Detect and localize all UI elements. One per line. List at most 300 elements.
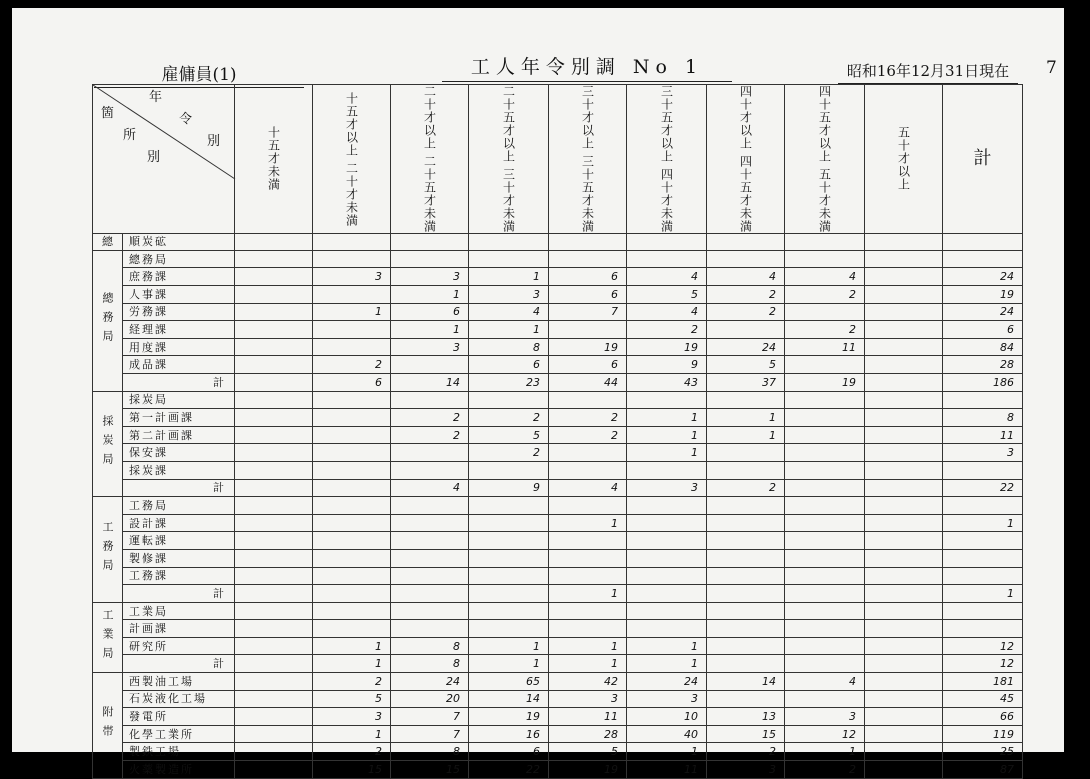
value-cell [235,268,313,286]
value-cell: 19 [785,373,865,391]
value-cell: 7 [549,303,627,321]
value-cell: 3 [391,338,469,356]
table-row [93,268,1023,286]
value-cell: 186 [943,373,1023,391]
value-cell: 43 [627,373,707,391]
value-cell [469,250,549,268]
value-cell: 28 [943,356,1023,374]
table-row [93,602,1023,620]
value-cell: 2 [707,286,785,304]
value-cell: 8 [469,338,549,356]
row-label: 化學工業所 [123,725,235,743]
col-header-2: 二十才以上 二十五才未満 [391,85,469,234]
value-cell [865,690,943,708]
table-row [93,761,1023,779]
value-cell [865,409,943,427]
corner-betsu2: 別 [147,150,161,165]
value-cell [469,620,549,638]
value-cell: 1 [943,514,1023,532]
value-cell [391,532,469,550]
value-cell [865,655,943,673]
value-cell [943,250,1023,268]
category-text: 雇傭員(1) [161,65,237,85]
value-cell [391,497,469,515]
value-cell [313,409,391,427]
value-cell [707,637,785,655]
group-name: 工業局 [101,608,114,666]
value-cell [707,585,785,603]
value-cell: 9 [469,479,549,497]
value-cell [785,497,865,515]
value-cell [235,461,313,479]
row-label: 第二計画課 [123,426,235,444]
value-cell: 1 [469,321,549,339]
table-row [93,373,1023,391]
value-cell: 2 [627,321,707,339]
row-label: 工務課 [123,567,235,585]
row-label: 設計課 [123,514,235,532]
value-cell [235,373,313,391]
value-cell: 11 [943,426,1023,444]
value-cell [391,514,469,532]
value-cell: 2 [785,321,865,339]
value-cell [707,250,785,268]
value-cell [707,321,785,339]
value-cell [313,514,391,532]
row-label: 研究所 [123,637,235,655]
value-cell [235,637,313,655]
table-row [93,409,1023,427]
value-cell [627,391,707,409]
value-cell [313,426,391,444]
col-header-8: 五十才以上 [865,85,943,234]
row-label: 経理課 [123,321,235,339]
value-cell [627,585,707,603]
value-cell: 2 [707,743,785,761]
col-header-9: 計 [943,85,1023,234]
value-cell: 1 [627,426,707,444]
value-cell [865,391,943,409]
value-cell: 1 [627,637,707,655]
value-cell [785,567,865,585]
col-header-3: 二十五才以上 三十才未満 [469,85,549,234]
table-row [93,725,1023,743]
value-cell [943,602,1023,620]
value-cell [785,602,865,620]
value-cell [865,303,943,321]
value-cell: 14 [469,690,549,708]
value-cell [313,585,391,603]
value-cell: 6 [469,356,549,374]
value-cell: 66 [943,708,1023,726]
value-cell: 2 [391,409,469,427]
value-cell [865,567,943,585]
value-cell [785,356,865,374]
value-cell [391,567,469,585]
value-cell: 5 [313,690,391,708]
value-cell [235,391,313,409]
value-cell: 2 [707,479,785,497]
value-cell [707,602,785,620]
value-cell: 6 [549,268,627,286]
row-label: 石炭液化工場 [123,690,235,708]
value-cell: 6 [313,373,391,391]
value-cell [235,514,313,532]
value-cell [627,549,707,567]
row-label: 總務局 [123,250,235,268]
value-cell: 8 [391,637,469,655]
value-cell [785,461,865,479]
value-cell: 3 [707,761,785,779]
table-row [93,549,1023,567]
value-cell: 15 [313,761,391,779]
value-cell: 14 [707,673,785,691]
value-cell [943,549,1023,567]
value-cell [235,620,313,638]
value-cell [549,497,627,515]
value-cell [785,585,865,603]
row-label: 成品課 [123,356,235,374]
value-cell [313,250,391,268]
table-row [93,497,1023,515]
table-row [93,637,1023,655]
value-cell: 28 [549,725,627,743]
value-cell [627,532,707,550]
value-cell: 4 [627,268,707,286]
value-cell [785,303,865,321]
value-cell: 24 [943,303,1023,321]
value-cell: 11 [785,338,865,356]
value-cell [785,532,865,550]
value-cell [235,356,313,374]
value-cell: 10 [627,708,707,726]
value-cell [707,461,785,479]
value-cell: 2 [785,761,865,779]
value-cell [785,409,865,427]
value-cell [549,567,627,585]
row-label: 人事課 [123,286,235,304]
value-cell [865,356,943,374]
table-row [93,708,1023,726]
row-label: 工務局 [123,497,235,515]
corner-cell [93,85,235,234]
col-header-0: 十五才未満 [235,85,313,234]
value-cell: 5 [549,743,627,761]
group-name-cell [93,497,123,603]
value-cell [865,549,943,567]
value-cell: 1 [707,409,785,427]
value-cell [943,497,1023,515]
value-cell: 19 [943,286,1023,304]
value-cell [627,250,707,268]
value-cell: 3 [469,286,549,304]
value-cell [627,461,707,479]
table-row [93,655,1023,673]
value-cell: 1 [313,637,391,655]
value-cell: 14 [391,373,469,391]
value-cell: 2 [707,303,785,321]
value-cell [785,391,865,409]
value-cell: 3 [785,708,865,726]
value-cell: 5 [627,286,707,304]
row-label: 計 [123,479,235,497]
value-cell [549,321,627,339]
value-cell [707,620,785,638]
value-cell: 1 [627,444,707,462]
value-cell [627,497,707,515]
value-cell: 19 [549,761,627,779]
value-cell: 2 [785,286,865,304]
value-cell [469,497,549,515]
value-cell: 15 [707,725,785,743]
value-cell: 3 [313,708,391,726]
value-cell [865,426,943,444]
value-cell: 3 [391,268,469,286]
value-cell [391,461,469,479]
value-cell [785,549,865,567]
row-label: 庶務課 [123,268,235,286]
value-cell [235,725,313,743]
value-cell: 1 [469,637,549,655]
col-header-4: 三十才以上 三十五才未満 [549,85,627,234]
value-cell: 15 [391,761,469,779]
value-cell: 24 [627,673,707,691]
value-cell [391,549,469,567]
value-cell [943,620,1023,638]
value-cell: 2 [549,426,627,444]
value-cell: 1 [627,743,707,761]
value-cell [865,637,943,655]
row-label: 保安課 [123,444,235,462]
corner-place1: 箇 [101,106,115,121]
corner-place2: 所 [123,128,137,143]
value-cell [235,690,313,708]
value-cell [469,461,549,479]
group-name-cell [93,391,123,497]
value-cell [549,461,627,479]
value-cell [235,321,313,339]
value-cell: 1 [391,286,469,304]
value-cell [549,444,627,462]
corner-betsu1: 別 [207,134,221,149]
value-cell: 6 [943,321,1023,339]
age-table [92,84,1023,779]
value-cell: 24 [943,268,1023,286]
value-cell: 19 [469,708,549,726]
value-cell [391,444,469,462]
value-cell [235,602,313,620]
top-label-cell: 順炭砿 [123,233,235,250]
value-cell: 8 [943,409,1023,427]
value-cell: 1 [627,409,707,427]
value-cell [549,549,627,567]
value-cell [943,461,1023,479]
value-cell [707,567,785,585]
value-cell [313,479,391,497]
group-name: 總務局 [101,292,114,350]
value-cell [313,549,391,567]
value-cell: 7 [391,725,469,743]
value-cell: 1 [313,655,391,673]
table-row [93,250,1023,268]
value-cell [785,690,865,708]
value-cell [391,585,469,603]
value-cell: 1 [313,725,391,743]
row-label: 労務課 [123,303,235,321]
row-label: 用度課 [123,338,235,356]
row-label: 製鉄工場 [123,743,235,761]
value-cell [627,602,707,620]
group-name-cell [93,673,123,779]
value-cell: 4 [391,479,469,497]
page-number: 7 [1046,58,1057,78]
value-cell: 4 [785,673,865,691]
value-cell: 20 [391,690,469,708]
value-cell: 4 [549,479,627,497]
value-cell [865,620,943,638]
value-cell [785,479,865,497]
table-row [93,585,1023,603]
value-cell [865,479,943,497]
value-cell [865,532,943,550]
date-text: 昭和16年12月31日現在 [846,62,1010,80]
table-row [93,391,1023,409]
value-cell: 1 [313,303,391,321]
value-cell [469,602,549,620]
row-label: 計画課 [123,620,235,638]
value-cell [391,602,469,620]
value-cell [313,461,391,479]
value-cell [313,620,391,638]
value-cell: 2 [549,409,627,427]
title-text: 工人年令別調 No 1 [470,56,704,78]
table-row [93,444,1023,462]
value-cell: 11 [549,708,627,726]
value-cell [235,532,313,550]
date-heading [838,60,1018,81]
value-cell: 5 [469,426,549,444]
value-cell: 37 [707,373,785,391]
group-name: 工務局 [101,520,114,578]
value-cell [865,268,943,286]
value-cell [549,250,627,268]
row-label: 第一計画課 [123,409,235,427]
value-cell [469,532,549,550]
value-cell: 44 [549,373,627,391]
value-cell [549,391,627,409]
value-cell: 23 [469,373,549,391]
corner-age: 年 [149,90,163,105]
value-cell: 5 [707,356,785,374]
value-cell [865,444,943,462]
value-cell: 1 [469,268,549,286]
value-cell: 2 [313,673,391,691]
value-cell: 19 [549,338,627,356]
value-cell: 6 [391,303,469,321]
table-row [93,514,1023,532]
value-cell: 4 [627,303,707,321]
value-cell [469,549,549,567]
value-cell [865,602,943,620]
value-cell: 6 [549,286,627,304]
group-name-cell [93,250,123,391]
table-row [93,567,1023,585]
value-cell: 13 [707,708,785,726]
value-cell [391,250,469,268]
table-row [93,303,1023,321]
page-title [442,52,732,79]
value-cell [235,409,313,427]
value-cell: 3 [627,690,707,708]
value-cell: 12 [785,725,865,743]
corner-rei: 令 [179,112,193,127]
value-cell [865,461,943,479]
value-cell: 24 [707,338,785,356]
value-cell [391,620,469,638]
table-row [93,286,1023,304]
value-cell: 1 [549,655,627,673]
value-cell: 3 [313,268,391,286]
value-cell [865,673,943,691]
document-page [12,8,1064,776]
value-cell [865,725,943,743]
value-cell: 1 [943,585,1023,603]
table-row [93,690,1023,708]
value-cell [235,479,313,497]
value-cell [785,637,865,655]
value-cell: 6 [549,356,627,374]
value-cell: 8 [391,743,469,761]
col-header-1: 十五才以上 二十才未満 [313,85,391,234]
row-label: 發電所 [123,708,235,726]
value-cell [707,444,785,462]
group-name-cell [93,602,123,672]
row-label: 工業局 [123,602,235,620]
value-cell [235,338,313,356]
row-label: 運転課 [123,532,235,550]
value-cell [707,391,785,409]
col-header-6: 四十才以上 四十五才未満 [707,85,785,234]
value-cell [865,373,943,391]
table-row [93,532,1023,550]
value-cell [785,514,865,532]
row-label: 採炭局 [123,391,235,409]
value-cell [865,321,943,339]
value-cell [865,338,943,356]
value-cell: 2 [391,426,469,444]
value-cell: 2 [313,356,391,374]
value-cell: 24 [391,673,469,691]
table-row [93,321,1023,339]
value-cell [469,585,549,603]
value-cell [235,497,313,515]
top-group-cell: 總 [93,233,123,250]
value-cell [865,286,943,304]
value-cell [549,532,627,550]
row-label: 採炭課 [123,461,235,479]
value-cell: 42 [549,673,627,691]
value-cell: 181 [943,673,1023,691]
value-cell [865,585,943,603]
value-cell: 1 [549,637,627,655]
top-row [93,233,1023,250]
col-header-7: 四十五才以上 五十才未満 [785,85,865,234]
row-label: 計 [123,585,235,603]
value-cell: 12 [943,655,1023,673]
value-cell [235,444,313,462]
value-cell: 7 [391,708,469,726]
value-cell: 22 [943,479,1023,497]
